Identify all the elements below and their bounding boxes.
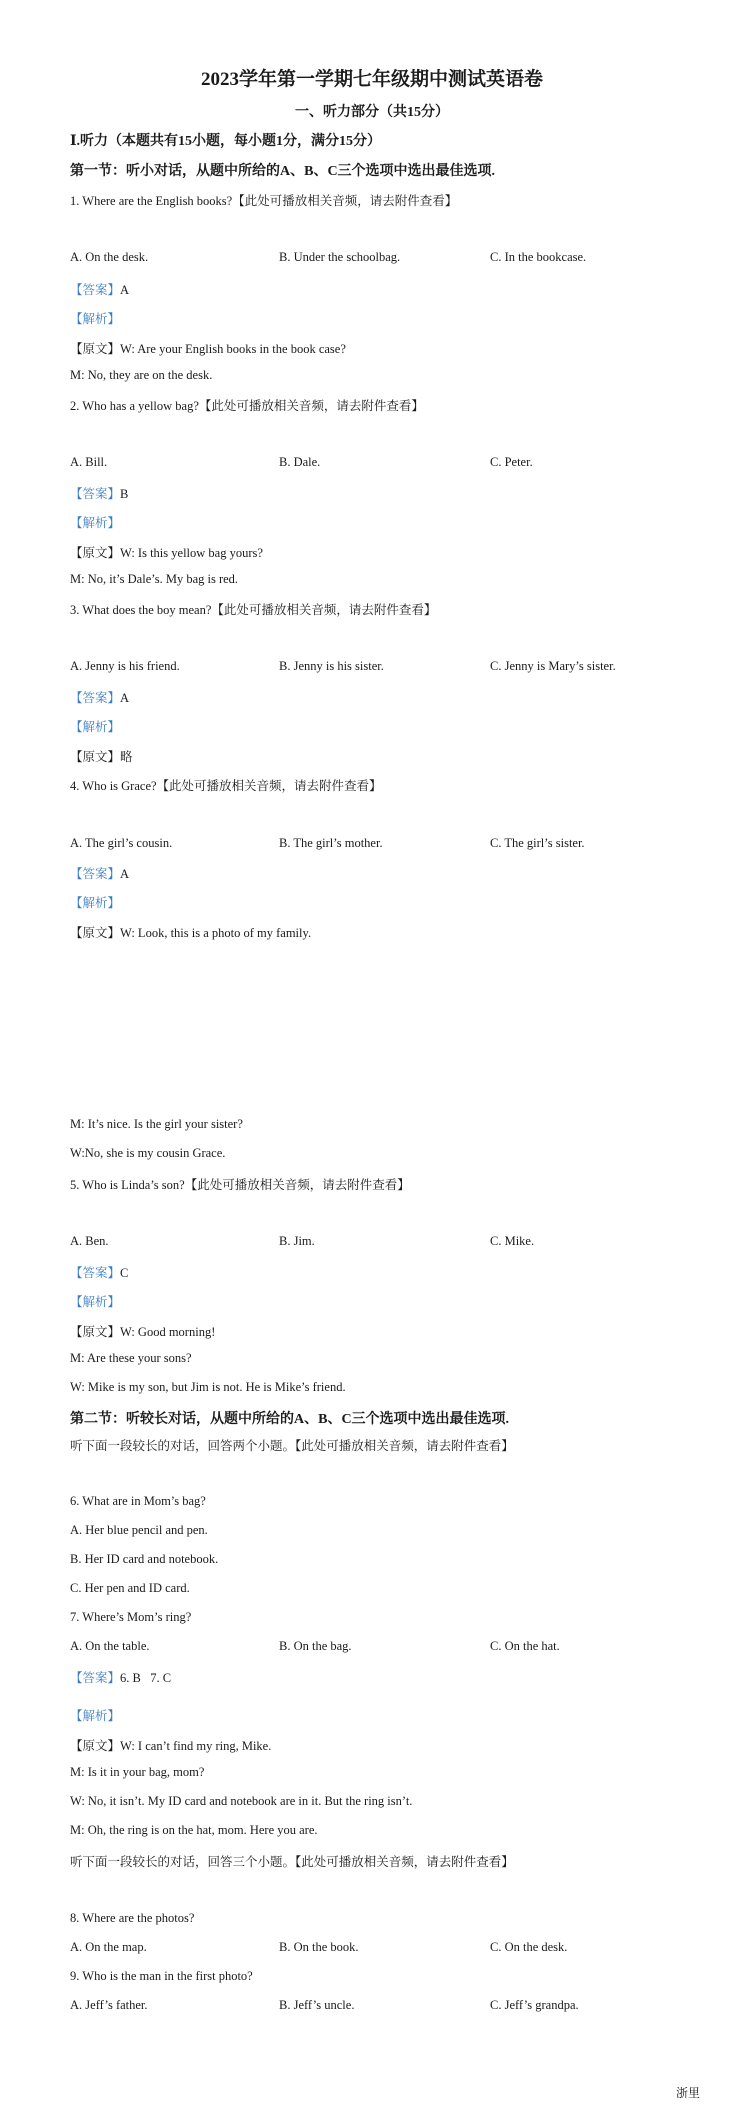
q4-transcript-1: 【原文】W: Look, this is a photo of my family. [70,926,312,940]
q5-transcript-1: 【原文】W: Good morning! [70,1325,216,1339]
question-5: 5. Who is Linda’s son?【此处可播放相关音频，请去附件查看】 [70,1178,410,1192]
q6-option-b: B. Her ID card and notebook. [70,1552,219,1566]
q5-option-b: B. Jim. [279,1234,315,1248]
question-8: 8. Where are the photos? [70,1911,195,1925]
q4-analysis-label: 【解析】 [70,896,121,910]
q2-transcript-1: 【原文】W: Is this yellow bag yours? [70,546,263,560]
q6-option-c: C. Her pen and ID card. [70,1581,190,1595]
q6-option-a: A. Her blue pencil and pen. [70,1523,208,1537]
q5-option-c: C. Mike. [490,1234,535,1248]
section-2-intro-2: 听下面一段较长的对话，回答三个小题。【此处可播放相关音频，请去附件查看】 [70,1855,514,1869]
q2-transcript-2: M: No, it’s Dale’s. My bag is red. [70,572,239,586]
q2-option-b: B. Dale. [279,455,321,469]
q8-option-c: C. On the desk. [490,1940,568,1954]
q67-transcript-3: W: No, it isn’t. My ID card and notebook are in it. But the ring isn’t. [70,1794,413,1808]
question-2: 2. Who has a yellow bag?【此处可播放相关音频，请去附件查看】 [70,399,424,413]
q3-option-c: C. Jenny is Mary’s sister. [490,659,616,673]
answer-value: 6. B 7. C [120,1671,172,1685]
q2-answer [70,484,128,502]
answer-value: A [120,691,130,705]
q1-option-b: B. Under the schoolbag. [279,250,401,264]
q67-answer [70,1668,171,1686]
q9-option-a: A. Jeff’s father. [70,1998,148,2012]
answer-label: 【答案】 [70,283,121,297]
answer-label: 【答案】 [70,1266,121,1280]
q1-transcript-2: M: No, they are on the desk. [70,368,213,382]
q67-transcript-1: 【原文】W: I can’t find my ring, Mike. [70,1739,272,1753]
footer-text: 浙里 [676,2086,701,2100]
q67-transcript-2: M: Is it in your bag, mom? [70,1765,205,1779]
q4-option-a: A. The girl’s cousin. [70,836,173,850]
q8-option-b: B. On the book. [279,1940,359,1954]
section-i-header: Ⅰ.听力（本题共有15小题，每小题1分，满分15分） [70,134,382,149]
section-2-intro-1: 听下面一段较长的对话，回答两个小题。【此处可播放相关音频，请去附件查看】 [70,1439,514,1453]
q2-option-a: A. Bill. [70,455,108,469]
question-1: 1. Where are the English books?【此处可播放相关音频，请去附件查看】 [70,194,458,208]
q5-transcript-2: M: Are these your sons? [70,1351,192,1365]
q7-option-a: A. On the table. [70,1639,150,1653]
q8-option-a: A. On the map. [70,1940,147,1954]
answer-value: C [120,1266,129,1280]
q1-option-a: A. On the desk. [70,250,149,264]
answer-value: A [120,283,130,297]
answer-value: A [120,867,130,881]
q67-analysis-label: 【解析】 [70,1709,121,1723]
question-7: 7. Where’s Mom’s ring? [70,1610,192,1624]
q5-answer [70,1263,128,1281]
answer-label: 【答案】 [70,1671,121,1685]
q2-analysis-label: 【解析】 [70,516,121,530]
q3-analysis-label: 【解析】 [70,720,121,734]
q3-answer [70,688,129,706]
q4-transcript-2: M: It’s nice. Is the girl your sister? [70,1117,243,1131]
q1-analysis-label: 【解析】 [70,312,121,326]
q4-answer [70,864,129,882]
answer-value: B [120,487,129,501]
q5-analysis-label: 【解析】 [70,1295,121,1309]
page-title: 2023学年第一学期七年级期中测试英语卷 [200,69,543,90]
q5-option-a: A. Ben. [70,1234,109,1248]
q9-option-b: B. Jeff’s uncle. [279,1998,355,2012]
answer-label: 【答案】 [70,487,121,501]
q3-option-a: A. Jenny is his friend. [70,659,180,673]
q4-option-b: B. The girl’s mother. [279,836,383,850]
q9-option-c: C. Jeff’s grandpa. [490,1998,579,2012]
q7-option-c: C. On the hat. [490,1639,560,1653]
q4-option-c: C. The girl’s sister. [490,836,585,850]
answer-label: 【答案】 [70,867,121,881]
q7-option-b: B. On the bag. [279,1639,352,1653]
section-1-header: 第一节：听小对话，从题中所给的A、B、C三个选项中选出最佳选项. [70,164,496,179]
section-2-header: 第二节：听较长对话，从题中所给的A、B、C三个选项中选出最佳选项. [70,1412,510,1427]
q3-option-b: B. Jenny is his sister. [279,659,384,673]
part-title: 一、听力部分（共15分） [295,105,449,120]
question-4: 4. Who is Grace?【此处可播放相关音频，请去附件查看】 [70,779,382,793]
q67-transcript-4: M: Oh, the ring is on the hat, mom. Here you are. [70,1823,318,1837]
q3-transcript-1: 【原文】略 [70,750,133,764]
answer-label: 【答案】 [70,691,121,705]
q1-option-c: C. In the bookcase. [490,250,587,264]
q5-transcript-3: W: Mike is my son, but Jim is not. He is Mike’s friend. [70,1380,346,1394]
question-3: 3. What does the boy mean?【此处可播放相关音频，请去附件查看】 [70,603,437,617]
question-9: 9. Who is the man in the first photo? [70,1969,253,1983]
q4-transcript-3: W:No, she is my cousin Grace. [70,1146,226,1160]
q1-answer [70,280,129,298]
q2-option-c: C. Peter. [490,455,533,469]
question-6: 6. What are in Mom’s bag? [70,1494,206,1508]
q1-transcript-1: 【原文】W: Are your English books in the book case? [70,342,346,356]
